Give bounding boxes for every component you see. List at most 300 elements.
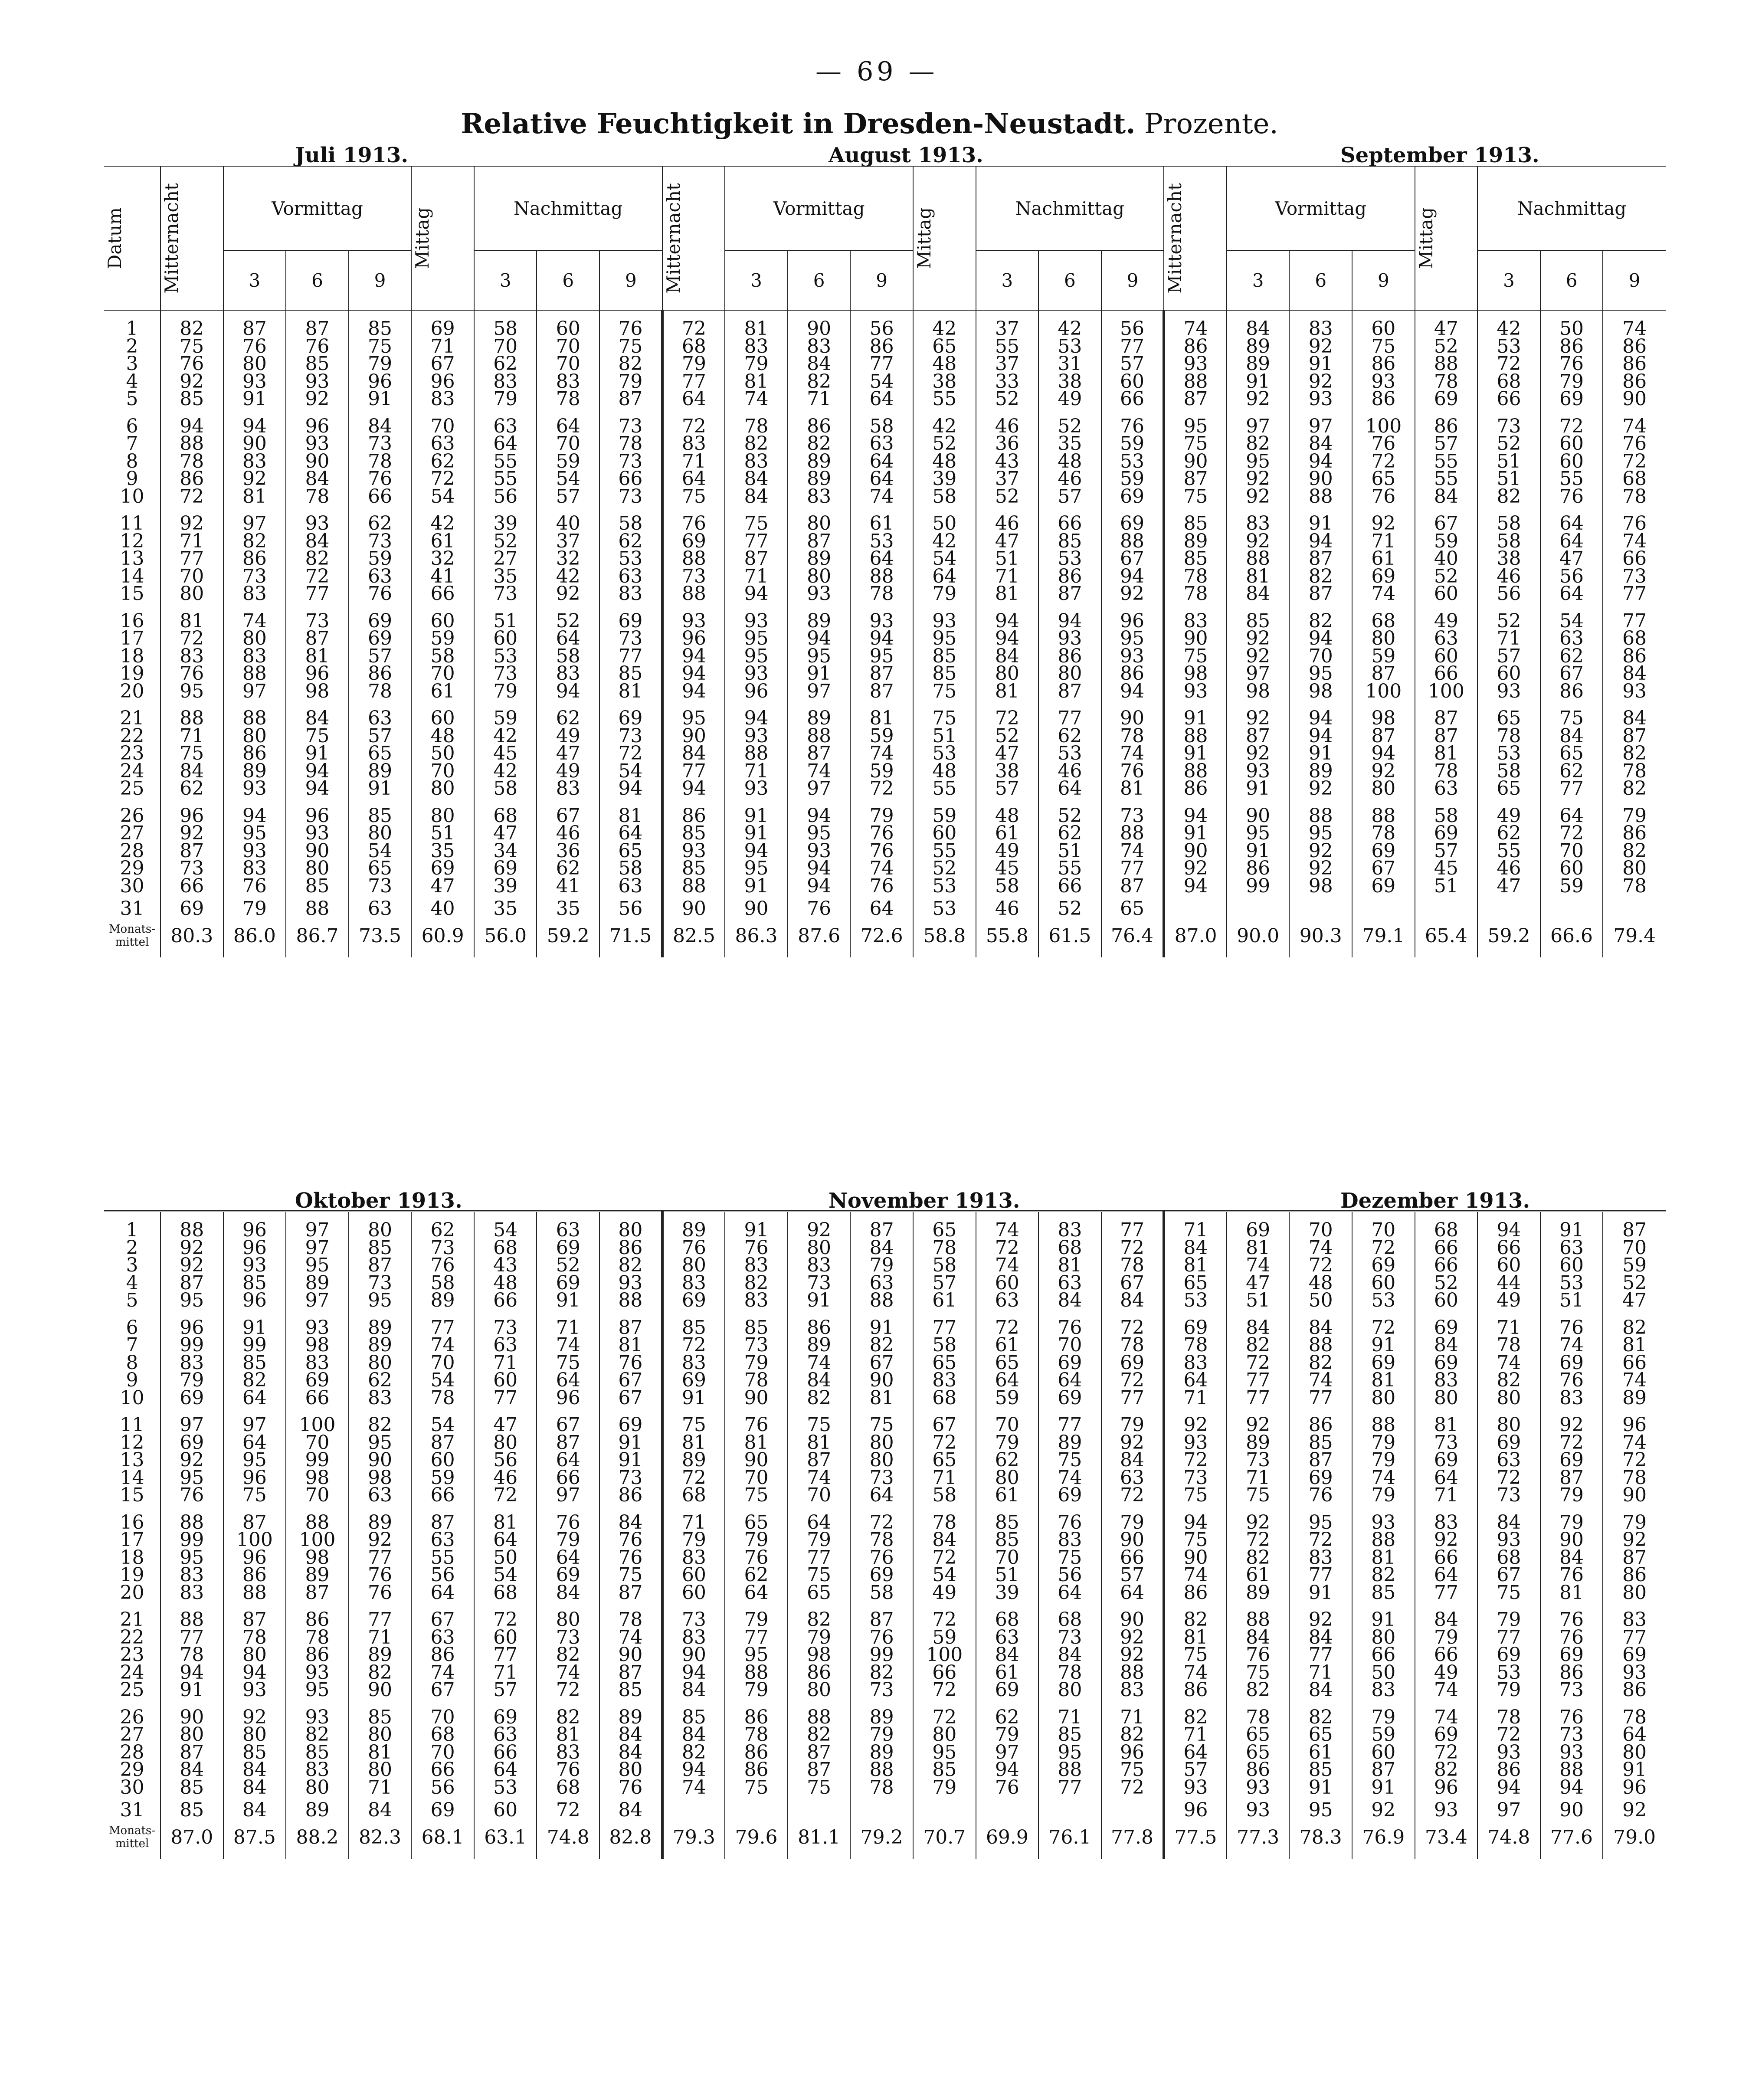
value-cell: 58 70 62 83 79 bbox=[474, 310, 537, 408]
title-unit: Prozente. bbox=[1144, 108, 1278, 140]
day-number: 31 bbox=[104, 895, 160, 918]
value-cell: 56 bbox=[599, 895, 662, 918]
value-cell: 58 69 57 45 51 bbox=[1415, 798, 1478, 895]
value-cell: 87 76 80 93 91 bbox=[223, 310, 286, 408]
value-cell: 82 75 76 92 85 bbox=[160, 310, 223, 408]
value-cell: 58 63 64 64 74 bbox=[850, 408, 913, 506]
value-cell: 75 77 87 71 94 bbox=[725, 505, 788, 603]
value-cell: 79 77 95 88 79 bbox=[725, 1602, 788, 1699]
value-cell: 84 73 78 76 66 bbox=[349, 408, 412, 506]
value-cell: 62 49 47 49 83 bbox=[537, 700, 599, 798]
value-cell: 94 88 78 86 72 bbox=[160, 408, 223, 506]
value-cell: 67 72 65 71 58 bbox=[913, 1407, 976, 1504]
table-row bbox=[104, 700, 1666, 798]
value-cell: 42 61 32 41 66 bbox=[411, 505, 474, 603]
mean-value: 87.6 bbox=[788, 918, 851, 957]
value-cell: 97 bbox=[1477, 1796, 1540, 1820]
value-cell: 52 35 48 46 57 bbox=[1038, 408, 1101, 506]
value-cell: 51 60 53 73 79 bbox=[474, 603, 537, 701]
value-cell: 76 59 53 59 69 bbox=[1101, 408, 1164, 506]
value-cell: 77 89 75 74 69 bbox=[1038, 1407, 1101, 1504]
value-cell: 69 71 67 96 83 bbox=[411, 310, 474, 408]
value-cell: 85 80 81 80 71 bbox=[349, 1699, 412, 1797]
value-cell: 74 86 86 86 90 bbox=[1622, 318, 1647, 410]
value-cell: 79 92 87 86 80 bbox=[1622, 1511, 1647, 1604]
value-cell: 54 87 60 59 66 bbox=[411, 1407, 474, 1504]
value-cell: 69 91 91 73 86 bbox=[599, 1407, 662, 1504]
value-cell: 88 78 69 67 69 bbox=[1352, 798, 1415, 895]
value-cell: 62 73 59 63 76 bbox=[349, 505, 412, 603]
value-cell: 73 87 81 96 98 bbox=[286, 603, 349, 701]
value-cell: 97 97 95 89 97 bbox=[286, 1211, 349, 1310]
value-cell: 93 bbox=[1227, 1796, 1290, 1820]
hour-header: 6 bbox=[1540, 250, 1603, 310]
value-cell: 79 90 84 76 81 bbox=[1540, 1504, 1603, 1602]
value-cell: 63 57 65 89 91 bbox=[349, 700, 412, 798]
day-numbers: 6 7 8 9 10 bbox=[104, 408, 160, 506]
value-cell: 60 75 86 93 86 bbox=[1352, 310, 1415, 408]
mean-value: 74.8 bbox=[537, 1820, 599, 1859]
value-cell: 89 76 80 83 69 bbox=[662, 1211, 725, 1310]
table-row bbox=[104, 1796, 1666, 1820]
value-cell: 54 68 43 48 66 bbox=[474, 1211, 537, 1310]
mean-value: 70.7 bbox=[913, 1820, 976, 1859]
value-cell: 60 48 50 70 80 bbox=[411, 700, 474, 798]
value-cell: 85 bbox=[160, 1796, 223, 1820]
mean-value: 63.1 bbox=[474, 1820, 537, 1859]
value-cell: 92 72 82 61 89 bbox=[1227, 1504, 1290, 1602]
value-cell: 86 85 87 69 76 bbox=[1289, 1407, 1352, 1504]
mean-value: 87.0 bbox=[160, 1820, 223, 1859]
value-cell: 68 73 84 78 80 bbox=[1038, 1602, 1101, 1699]
value-cell: 85 89 85 78 78 bbox=[1164, 505, 1227, 603]
datum-header: Datum bbox=[104, 166, 160, 310]
value-cell: 76 83 75 56 64 bbox=[1038, 1504, 1101, 1602]
value-cell: 72 80 95 85 79 bbox=[913, 1699, 976, 1797]
value-cell: 59 42 45 42 58 bbox=[474, 700, 537, 798]
value-cell: 79 76 76 74 76 bbox=[850, 798, 913, 895]
value-cell: 50 86 76 79 69 bbox=[1540, 310, 1603, 408]
value-cell: 64 79 77 75 65 bbox=[788, 1504, 851, 1602]
mean-value: 66.6 bbox=[1540, 918, 1603, 957]
value-cell: 89 88 87 74 97 bbox=[788, 700, 851, 798]
value-cell: 74 86 93 88 87 bbox=[1164, 310, 1227, 408]
mean-value: 65.4 bbox=[1415, 918, 1478, 957]
hour-header: 6 bbox=[788, 250, 851, 310]
value-cell: 75 84 65 62 77 bbox=[1540, 700, 1603, 798]
mean-value: 79.6 bbox=[725, 1820, 788, 1859]
day-numbers: 26 27 28 29 30 bbox=[104, 1699, 160, 1797]
value-cell: 90 83 84 82 71 bbox=[788, 310, 851, 408]
day-number: 31 bbox=[104, 1796, 160, 1820]
value-cell bbox=[1477, 895, 1540, 918]
value-cell: 89 79 89 88 78 bbox=[850, 1699, 913, 1797]
value-cell: 74 80 83 88 97 bbox=[223, 603, 286, 701]
hour-header: 3 bbox=[223, 250, 286, 310]
value-cell: 42 52 48 39 58 bbox=[913, 408, 976, 506]
mean-value: 90.0 bbox=[1227, 918, 1290, 957]
page-title bbox=[0, 108, 1739, 140]
value-cell: 69 81 74 47 51 bbox=[1227, 1211, 1290, 1310]
day-numbers: 6 7 8 9 10 bbox=[104, 1310, 160, 1407]
value-cell: 85 85 70 51 39 bbox=[976, 1504, 1039, 1602]
value-cell: 98 87 94 92 80 bbox=[1352, 700, 1415, 798]
value-cell: 84 76 76 75 87 bbox=[599, 1504, 662, 1602]
value-cell: 69 69 57 86 78 bbox=[349, 603, 412, 701]
mean-value: 61.5 bbox=[1038, 918, 1101, 957]
value-cell bbox=[1038, 1796, 1101, 1820]
value-cell: 100 70 99 98 70 bbox=[286, 1407, 349, 1504]
value-cell: 87 78 80 94 93 bbox=[223, 1602, 286, 1699]
mean-value: 73.5 bbox=[349, 918, 412, 957]
value-cell: 90 80 87 84 85 bbox=[160, 1699, 223, 1797]
month-label: Dezember 1913. bbox=[1340, 1189, 1530, 1213]
value-cell: 73 88 74 77 87 bbox=[1101, 798, 1164, 895]
nachmittag-header: Nachmittag bbox=[474, 166, 662, 250]
value-cell: 80 86 82 93 88 bbox=[599, 1211, 662, 1310]
value-cell: 73 83 90 94 84 bbox=[662, 1602, 725, 1699]
value-cell: 72 61 65 64 59 bbox=[976, 1310, 1039, 1407]
value-cell: 35 bbox=[537, 895, 599, 918]
value-cell: 93 95 95 93 96 bbox=[725, 603, 788, 701]
value-cell: 69 63 66 64 53 bbox=[474, 1699, 537, 1797]
value-cell: 94 93 86 80 87 bbox=[1038, 603, 1101, 701]
value-cell: 91 94 87 82 87 bbox=[1289, 505, 1352, 603]
value-cell: 42 65 48 38 55 bbox=[913, 310, 976, 408]
value-cell: 82 81 83 76 68 bbox=[537, 1699, 599, 1797]
value-cell: 66 85 53 86 87 bbox=[1038, 505, 1101, 603]
value-cell: 95 72 83 77 91 bbox=[1289, 1504, 1352, 1602]
nachmittag-header: Nachmittag bbox=[1477, 166, 1666, 250]
value-cell: 84 93 68 67 75 bbox=[1477, 1504, 1540, 1602]
value-cell: 91 76 83 82 83 bbox=[725, 1211, 788, 1310]
value-cell: 79 90 66 57 64 bbox=[1101, 1504, 1164, 1602]
mean-value: 79.3 bbox=[662, 1820, 725, 1859]
value-cell: 62 79 97 94 76 bbox=[976, 1699, 1039, 1797]
value-cell: 70 68 70 66 56 bbox=[411, 1699, 474, 1797]
mean-value: 68.1 bbox=[411, 1820, 474, 1859]
value-cell: 92 80 83 73 91 bbox=[788, 1211, 851, 1310]
value-cell: 93 95 85 85 75 bbox=[913, 603, 976, 701]
value-cell bbox=[913, 1796, 976, 1820]
vormittag-header: Vormittag bbox=[725, 166, 913, 250]
value-cell: 88 71 75 84 62 bbox=[160, 700, 223, 798]
month-label: Juli 1913. bbox=[295, 143, 409, 167]
value-cell: 81 64 65 58 63 bbox=[599, 798, 662, 895]
value-cell: 96 93 90 80 85 bbox=[286, 798, 349, 895]
mean-value: 55.8 bbox=[976, 918, 1039, 957]
value-cell: 93 94 95 87 87 bbox=[850, 603, 913, 701]
value-cell: 73 52 51 51 82 bbox=[1477, 408, 1540, 506]
value-cell: 93 88 81 82 85 bbox=[1352, 1504, 1415, 1602]
value-cell: 71 82 96 75 72 bbox=[1101, 1699, 1164, 1797]
value-cell: 63 bbox=[349, 895, 412, 918]
value-cell: 53 bbox=[913, 895, 976, 918]
hour-header: 9 bbox=[850, 250, 913, 310]
value-cell: 81 83 79 81 74 bbox=[725, 310, 788, 408]
day-numbers: 11 12 13 14 15 bbox=[104, 505, 160, 603]
value-cell: 81 73 69 64 71 bbox=[1415, 1407, 1478, 1504]
value-cell: 85 72 83 69 91 bbox=[662, 1310, 725, 1407]
value-cell: 94 75 90 74 86 bbox=[1164, 1504, 1227, 1602]
mean-value: 86.3 bbox=[725, 918, 788, 957]
value-cell: 54 63 62 67 86 bbox=[1540, 603, 1603, 701]
value-cell: 74 72 74 60 63 bbox=[976, 1211, 1039, 1310]
value-cell: 84 bbox=[223, 1796, 286, 1820]
value-cell: 86 89 74 84 82 bbox=[788, 1310, 851, 1407]
value-cell: 86 78 86 93 95 bbox=[286, 1602, 349, 1699]
value-cell: 82 81 66 74 89 bbox=[1622, 1316, 1647, 1409]
value-cell: 92 84 77 71 84 bbox=[1289, 1602, 1352, 1699]
day-numbers: 16 17 18 19 20 bbox=[104, 1504, 160, 1602]
value-cell: 69 78 83 64 71 bbox=[1164, 1310, 1227, 1407]
monthly-mean-row bbox=[104, 1820, 1666, 1859]
value-cell: 90 78 74 76 81 bbox=[1101, 700, 1164, 798]
value-cell: 84 75 91 94 94 bbox=[286, 700, 349, 798]
value-cell: 83 92 66 64 77 bbox=[1415, 1504, 1478, 1602]
value-cell: 89 92 77 76 76 bbox=[349, 1504, 412, 1602]
value-cell: 78 84 72 54 49 bbox=[913, 1504, 976, 1602]
value-cell: 86 82 89 89 83 bbox=[788, 408, 851, 506]
hour-header: 6 bbox=[537, 250, 599, 310]
mitternacht-header: Mitternacht bbox=[160, 166, 223, 310]
value-cell: 94 94 84 80 81 bbox=[976, 603, 1039, 701]
mean-value: 58.8 bbox=[913, 918, 976, 957]
mittag-header: Mittag bbox=[1415, 166, 1478, 310]
value-cell: 72 78 69 72 77 bbox=[1101, 1310, 1164, 1407]
value-cell: 94 95 93 94 94 bbox=[788, 798, 851, 895]
value-cell bbox=[788, 1796, 851, 1820]
value-cell: 69 84 69 83 80 bbox=[1415, 1310, 1478, 1407]
value-cell: 76 74 69 76 83 bbox=[1540, 1310, 1603, 1407]
value-cell: 85 80 54 65 73 bbox=[349, 798, 412, 895]
hour-header: 6 bbox=[1038, 250, 1101, 310]
title-main: Relative Feuchtigkeit in Dresden-Neustadt. bbox=[461, 108, 1136, 140]
month-label: November 1913. bbox=[829, 1189, 1020, 1213]
value-cell: 72 bbox=[537, 1796, 599, 1820]
value-cell: 89 89 80 62 83 bbox=[349, 1310, 412, 1407]
value-cell: 64 64 47 56 64 bbox=[1540, 505, 1603, 603]
mean-value: 72.6 bbox=[850, 918, 913, 957]
month-label: September 1913. bbox=[1340, 143, 1539, 167]
value-cell: 77 62 53 46 64 bbox=[1038, 700, 1101, 798]
table-row bbox=[104, 505, 1666, 603]
value-cell: 92 72 69 87 79 bbox=[1540, 1407, 1603, 1504]
mean-value: 78.3 bbox=[1289, 1820, 1352, 1859]
value-cell: 74 76 72 68 78 bbox=[1622, 415, 1647, 508]
value-cell: 60 70 70 83 78 bbox=[537, 310, 599, 408]
value-cell: 62 73 76 58 89 bbox=[411, 1211, 474, 1310]
value-cell: 80 85 87 73 95 bbox=[349, 1211, 412, 1310]
value-cell: 86 85 93 85 88 bbox=[662, 798, 725, 895]
value-cell: 88 95 92 92 98 bbox=[1289, 798, 1352, 895]
value-cell: 92 87 92 93 91 bbox=[1227, 700, 1290, 798]
value-cell: 71 79 83 60 60 bbox=[662, 1504, 725, 1602]
value-cell: 83 92 91 92 93 bbox=[1289, 310, 1352, 408]
value-cell: 75 81 87 74 70 bbox=[788, 1407, 851, 1504]
value-cell: 87 76 99 82 73 bbox=[850, 1602, 913, 1699]
value-cell: 89 94 95 91 97 bbox=[788, 603, 851, 701]
value-cell: 68 66 66 52 60 bbox=[1415, 1211, 1478, 1310]
value-cell: 94 93 88 71 93 bbox=[725, 700, 788, 798]
value-cell: 64 72 70 60 59 bbox=[1540, 798, 1603, 895]
value-cell: 94 90 83 92 81 bbox=[223, 408, 286, 506]
value-cell: 76 81 90 70 75 bbox=[725, 1407, 788, 1504]
value-cell: 95 75 90 87 75 bbox=[1164, 408, 1227, 506]
value-cell: 70 79 62 80 61 bbox=[976, 1407, 1039, 1504]
value-cell: 93 bbox=[1415, 1796, 1478, 1820]
value-cell: 93 82 85 83 80 bbox=[286, 1699, 349, 1797]
nachmittag-header: Nachmittag bbox=[976, 166, 1164, 250]
value-cell: 69 73 72 54 94 bbox=[599, 700, 662, 798]
value-cell: 97 82 95 92 92 bbox=[1227, 408, 1290, 506]
value-cell: 84 79 66 49 74 bbox=[1415, 1602, 1478, 1699]
table-row bbox=[104, 408, 1666, 506]
day-numbers: 11 12 13 14 15 bbox=[104, 1407, 160, 1504]
value-cell: 84 88 82 74 77 bbox=[1289, 1310, 1352, 1407]
mean-value: 86.0 bbox=[223, 918, 286, 957]
value-cell: 79 92 84 63 72 bbox=[1101, 1407, 1164, 1504]
value-cell: 52 bbox=[1038, 895, 1101, 918]
value-cell: 68 63 84 61 69 bbox=[976, 1602, 1039, 1699]
value-cell: 49 62 55 46 47 bbox=[1477, 798, 1540, 895]
table-row bbox=[104, 1407, 1666, 1504]
value-cell: 88 92 92 87 95 bbox=[160, 1211, 223, 1310]
value-cell: 97 64 95 96 75 bbox=[223, 1407, 286, 1504]
mean-value: 82.3 bbox=[349, 1820, 412, 1859]
value-cell: 92 80 85 84 84 bbox=[223, 1699, 286, 1797]
value-cell: 84 bbox=[599, 1796, 662, 1820]
value-cell: 74 69 72 82 96 bbox=[1415, 1699, 1478, 1797]
value-cell: 65 79 76 62 64 bbox=[725, 1504, 788, 1602]
value-cell bbox=[1101, 1796, 1164, 1820]
value-cell: 85 75 79 96 91 bbox=[349, 310, 412, 408]
value-cell: 69 bbox=[411, 1796, 474, 1820]
value-cell: 76 bbox=[788, 895, 851, 918]
value-cell: 94 91 90 92 94 bbox=[1164, 798, 1227, 895]
value-cell: 79 59 60 87 91 bbox=[1352, 1699, 1415, 1797]
value-cell: 70 72 69 60 53 bbox=[1352, 1211, 1415, 1310]
value-cell: 81 72 83 76 95 bbox=[160, 603, 223, 701]
mittag-header: Mittag bbox=[913, 166, 976, 310]
value-cell: 85 73 79 78 90 bbox=[725, 1310, 788, 1407]
value-cell: 76 69 88 73 88 bbox=[662, 505, 725, 603]
mean-value: 87.5 bbox=[223, 1820, 286, 1859]
value-cell: 46 47 51 71 81 bbox=[976, 505, 1039, 603]
value-cell: 89 bbox=[286, 1796, 349, 1820]
value-cell bbox=[1352, 895, 1415, 918]
monthly-mean-row bbox=[104, 918, 1666, 957]
mean-value: 82.8 bbox=[599, 1820, 662, 1859]
value-cell: 47 52 88 78 69 bbox=[1415, 310, 1478, 408]
day-numbers: 26 27 28 29 30 bbox=[104, 798, 160, 895]
value-cell: 75 81 89 72 68 bbox=[662, 1407, 725, 1504]
table-row bbox=[104, 1211, 1666, 1310]
page-number: — 69 — bbox=[815, 56, 938, 87]
value-cell: 72 52 47 38 57 bbox=[976, 700, 1039, 798]
value-cell: 95 90 84 77 94 bbox=[662, 700, 725, 798]
value-cell: 76 75 82 79 87 bbox=[599, 310, 662, 408]
value-cell: 88 77 78 94 91 bbox=[160, 1602, 223, 1699]
value-cell: 86 78 86 86 75 bbox=[725, 1699, 788, 1797]
value-cell: 37 55 37 33 52 bbox=[976, 310, 1039, 408]
value-cell: 73 78 73 66 73 bbox=[599, 408, 662, 506]
value-cell: 92 bbox=[1352, 1796, 1415, 1820]
value-cell bbox=[662, 1796, 725, 1820]
value-cell: 82 71 64 57 93 bbox=[1164, 1699, 1227, 1797]
value-cell: 100 76 72 65 76 bbox=[1352, 408, 1415, 506]
value-cell: 83 68 81 63 84 bbox=[1038, 1211, 1101, 1310]
value-cell: 52 62 51 55 66 bbox=[1038, 798, 1101, 895]
value-cell: 76 79 64 69 84 bbox=[537, 1504, 599, 1602]
vormittag-header: Vormittag bbox=[223, 166, 412, 250]
value-cell: 76 74 66 73 77 bbox=[1622, 512, 1647, 605]
value-cell: 65 78 58 57 61 bbox=[913, 1211, 976, 1310]
value-cell: 72 83 71 64 75 bbox=[662, 408, 725, 506]
value-cell: 60 bbox=[474, 1796, 537, 1820]
value-cell: 90 92 92 88 83 bbox=[1101, 1602, 1164, 1699]
value-cell: 73 63 71 60 77 bbox=[474, 1310, 537, 1407]
value-cell: 69 73 77 85 81 bbox=[599, 603, 662, 701]
mean-value: 71.5 bbox=[599, 918, 662, 957]
mean-value: 79.4 bbox=[1613, 924, 1656, 947]
value-cell: 72 78 76 69 58 bbox=[850, 1504, 913, 1602]
value-cell: 56 77 57 60 66 bbox=[1101, 310, 1164, 408]
hour-header: 3 bbox=[1227, 250, 1290, 310]
mean-value: 76.9 bbox=[1352, 1820, 1415, 1859]
value-cell: 67 87 64 66 97 bbox=[537, 1407, 599, 1504]
value-cell: 88 82 87 87 75 bbox=[788, 1699, 851, 1797]
value-cell: 77 68 86 84 93 bbox=[1622, 609, 1647, 702]
value-cell: 92 bbox=[1622, 1799, 1647, 1821]
hour-header: 3 bbox=[976, 250, 1039, 310]
value-cell: 78 72 93 86 94 bbox=[1477, 1699, 1540, 1797]
value-cell bbox=[850, 1796, 913, 1820]
value-cell: 91 80 66 50 83 bbox=[1352, 1602, 1415, 1699]
value-cell: 72 68 79 77 64 bbox=[662, 310, 725, 408]
value-cell: 58 58 38 46 56 bbox=[1477, 505, 1540, 603]
hour-header: 3 bbox=[1477, 250, 1540, 310]
value-cell: 91 82 67 90 81 bbox=[850, 1310, 913, 1407]
value-cell: 61 53 64 88 78 bbox=[850, 505, 913, 603]
hour-header: 3 bbox=[474, 250, 537, 310]
value-cell: 50 42 54 64 79 bbox=[913, 505, 976, 603]
day-numbers: 1 2 3 4 5 bbox=[104, 310, 160, 408]
value-cell: 87 70 59 52 47 bbox=[1622, 1219, 1647, 1311]
value-cell: 95 bbox=[1289, 1796, 1352, 1820]
value-cell: 93 96 94 94 94 bbox=[662, 603, 725, 701]
hour-header: 3 bbox=[725, 250, 788, 310]
mitternacht-header: Mitternacht bbox=[1164, 166, 1227, 310]
mean-value: 60.9 bbox=[411, 918, 474, 957]
value-cell: 83 92 88 81 84 bbox=[1227, 505, 1290, 603]
hour-header: 9 bbox=[599, 250, 662, 310]
value-cell: 89 84 84 80 76 bbox=[599, 1699, 662, 1797]
value-cell: 58 62 53 63 83 bbox=[599, 505, 662, 603]
value-cell: 84 87 82 78 82 bbox=[1622, 707, 1647, 799]
value-cell: 78 64 80 91 96 bbox=[1622, 1706, 1647, 1799]
value-cell: 90 bbox=[662, 895, 725, 918]
value-cell bbox=[1603, 895, 1666, 918]
value-cell: 88 79 79 74 79 bbox=[1352, 1407, 1415, 1504]
value-cell: 67 63 86 74 67 bbox=[411, 1602, 474, 1699]
value-cell: 75 51 53 48 55 bbox=[913, 700, 976, 798]
table-block-bottom bbox=[104, 1189, 1666, 1859]
value-cell: 72 60 60 55 76 bbox=[1540, 408, 1603, 506]
table-row bbox=[104, 895, 1666, 918]
value-cell: 77 74 70 54 78 bbox=[411, 1310, 474, 1407]
value-cell: 76 76 69 86 73 bbox=[1540, 1602, 1603, 1699]
